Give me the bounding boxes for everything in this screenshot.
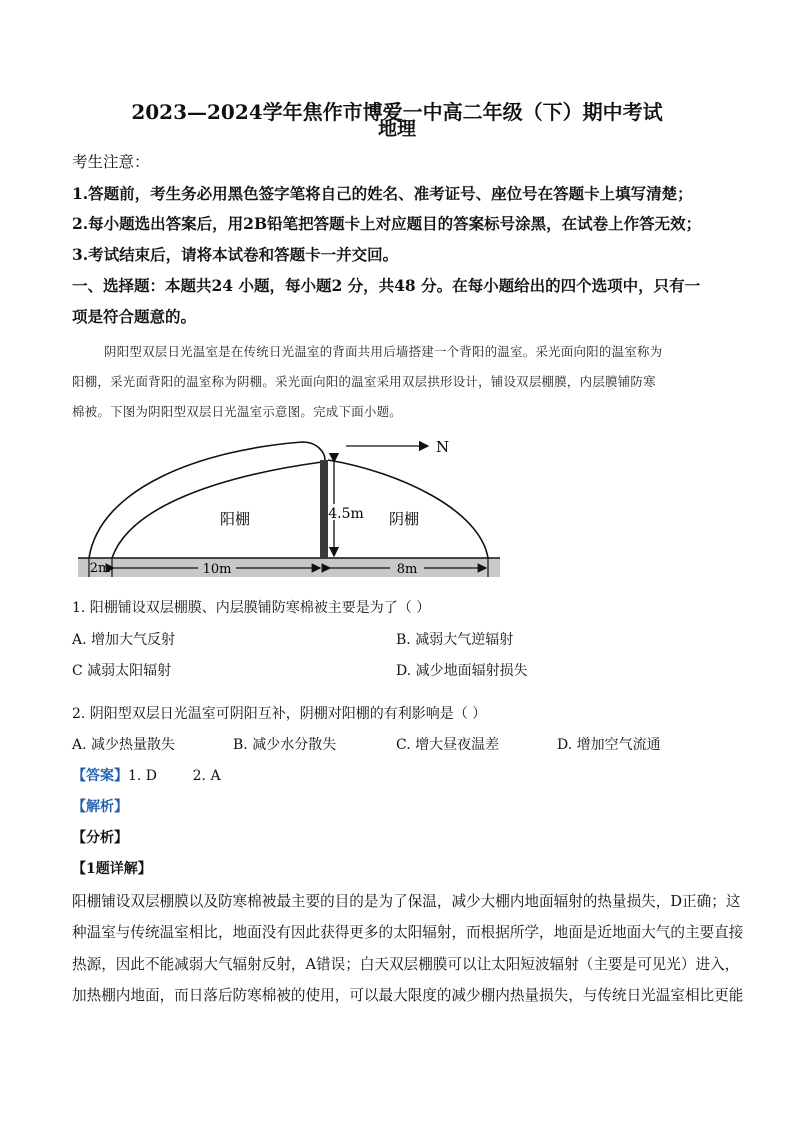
passage-line: 阳棚，采光面背阳的温室称为阴棚。采光面向阳的温室采用双层拱形设计，铺设双层棚膜，内层膜铺防寒 bbox=[72, 374, 656, 389]
sunny-house-label: 阳棚 bbox=[219, 510, 251, 528]
notice-item: 2.每小题选出答案后，用2B铅笔把答题卡上对应题目的答案标号涂黑，在试卷上作答无效； bbox=[72, 214, 702, 233]
detail-line: 种温室与传统温室相比，地面没有因此获得更多的太阳辐射，而根据所学，地面是近地面大气的主要直接 bbox=[72, 924, 744, 941]
question-stem: 1. 阳棚铺设双层棚膜、内层膜铺防寒棉被主要是为了（ ） bbox=[72, 600, 431, 616]
option-a: A. 减少热量散失 bbox=[72, 737, 176, 753]
section-heading-cont: 项是符合题意的。 bbox=[72, 307, 197, 326]
gap-width-label: 2m bbox=[89, 561, 111, 576]
option-d: D. 增加空气流通 bbox=[557, 737, 661, 753]
option-d: D. 减少地面辐射损失 bbox=[396, 663, 528, 679]
option-c: C 减弱太阳辐射 bbox=[72, 663, 172, 679]
section-heading: 一、选择题：本题共24 小题，每小题2 分，共48 分。在每小题给出的四个选项中，只有一 bbox=[72, 276, 701, 295]
notice-heading: 考生注意： bbox=[72, 153, 150, 171]
sunny-width-label: 10m bbox=[202, 562, 232, 577]
analysis-label: 【解析】 bbox=[72, 799, 128, 815]
greenhouse-diagram bbox=[70, 428, 510, 588]
notice-item: 3.考试结束后，请将本试卷和答题卡一并交回。 bbox=[72, 245, 399, 264]
shady-house-label: 阴棚 bbox=[388, 510, 420, 528]
option-a: A. 增加大气反射 bbox=[72, 632, 176, 648]
option-c: C. 增大昼夜温差 bbox=[396, 737, 500, 753]
option-b: B. 减弱大气逆辐射 bbox=[396, 632, 514, 648]
detail-line: 阳棚铺设双层棚膜以及防寒棉被最主要的目的是为了保温，减少大棚内地面辐射的热量损失，D正确；这 bbox=[72, 893, 741, 910]
inner-film-arch bbox=[112, 462, 322, 558]
question-stem: 2. 阴阳型双层日光温室可阴阳互补，阴棚对阳棚的有利影响是（ ） bbox=[72, 706, 487, 722]
passage-line: 阴阳型双层日光温室是在传统日光温室的背面共用后墙搭建一个背阳的温室。采光面向阳的温室称为 bbox=[104, 344, 663, 359]
north-label: N bbox=[436, 438, 450, 456]
height-label: 4.5m bbox=[328, 506, 364, 522]
outer-film-arch bbox=[89, 442, 325, 558]
answer-text: 1. D 2. A bbox=[128, 768, 221, 784]
notice-item: 1.答题前，考生务必用黑色签字笔将自己的姓名、准考证号、座位号在答题卡上填写清楚； bbox=[72, 184, 693, 203]
detail-line: 加热棚内地面，而日落后防寒棉被的使用，可以最大限度的减少棚内热量损失，与传统日光温室相比更能 bbox=[72, 987, 744, 1004]
option-b: B. 减少水分散失 bbox=[233, 737, 337, 753]
answer-line bbox=[72, 765, 221, 785]
answer-label: 【答案】 bbox=[72, 768, 128, 784]
subject-title: 地理 bbox=[377, 118, 416, 140]
passage-line: 棉被。下图为阴阳型双层日光温室示意图。完成下面小题。 bbox=[72, 404, 402, 419]
detail-line: 热源，因此不能减弱大气辐射反射，A错误；白天双层棚膜可以让太阳短波辐射（主要是可见光）进入， bbox=[72, 956, 740, 973]
page-title: 2023—2024学年焦作市博爱一中高二年级（下）期中考试 bbox=[131, 100, 663, 124]
detail-label: 【1题详解】 bbox=[72, 861, 152, 877]
back-wall bbox=[320, 460, 328, 558]
fenxi-label: 【分析】 bbox=[72, 830, 128, 846]
shady-width-label: 8m bbox=[396, 562, 418, 577]
